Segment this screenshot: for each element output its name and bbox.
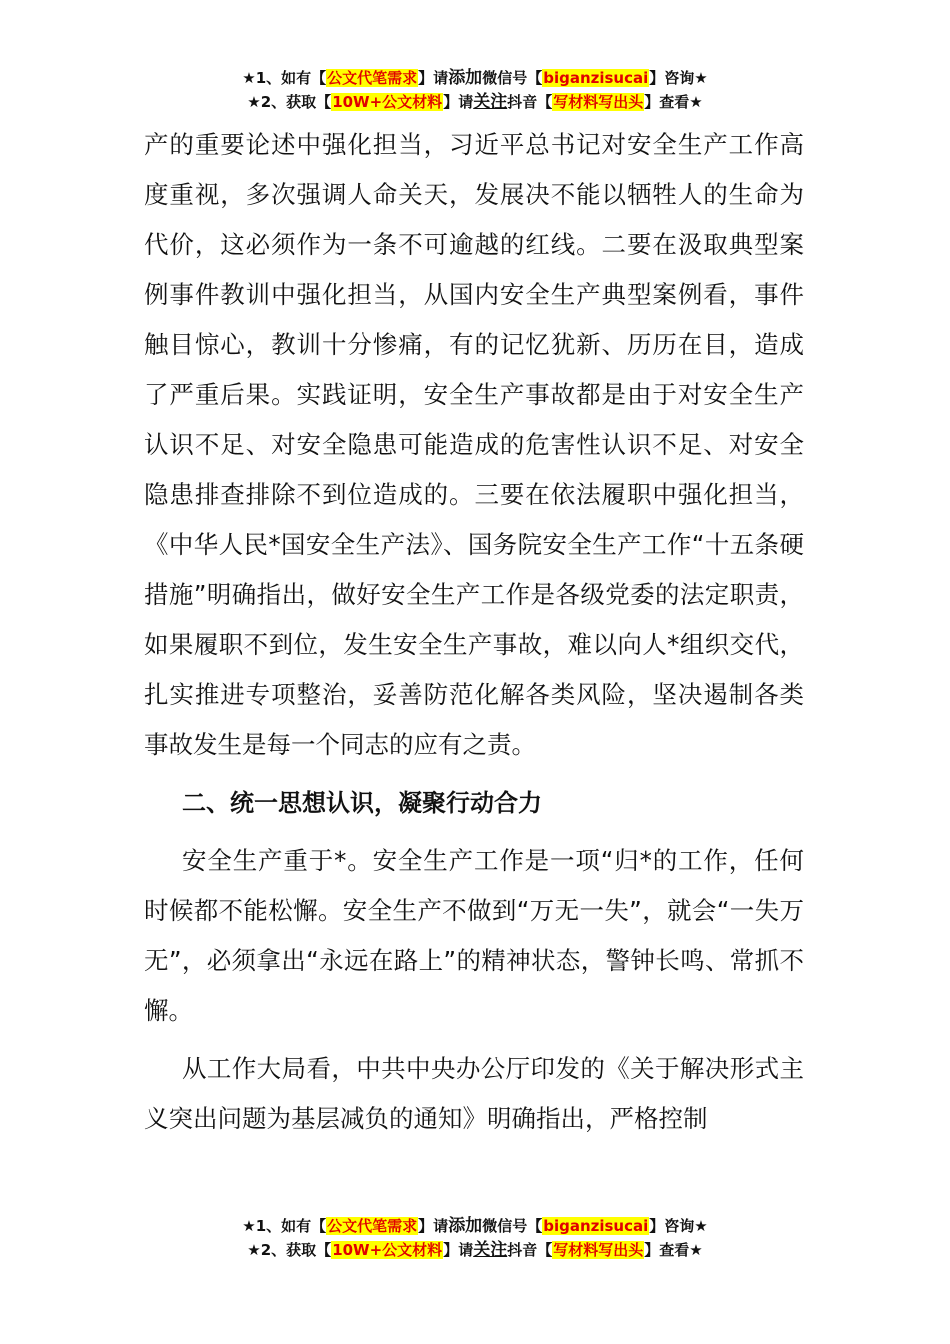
banner-text: 】请 xyxy=(418,1217,449,1235)
banner-line-2 xyxy=(0,1238,950,1262)
banner-text: 】查看★ xyxy=(644,1241,703,1259)
banner-text: 】请 xyxy=(443,1241,474,1259)
highlight-douyin-account: 写材料写出头 xyxy=(553,93,644,111)
banner-emphasis: 添加 xyxy=(448,1216,483,1236)
banner-text: 微信号【 xyxy=(482,1217,543,1235)
banner-text: 】咨询★ xyxy=(649,69,708,87)
banner-text: 】请 xyxy=(418,69,449,87)
highlight-wechat-id: biganzisucai xyxy=(543,1217,649,1235)
banner-text: ★1、如有【 xyxy=(242,69,327,87)
banner-text: ★2、获取【 xyxy=(247,1241,332,1259)
banner-text: 】查看★ xyxy=(644,93,703,111)
highlight-douyin-account: 写材料写出头 xyxy=(553,1241,644,1259)
section-heading: 二、统一思想认识，凝聚行动合力 xyxy=(182,789,542,817)
footer-banner xyxy=(0,1214,950,1262)
banner-text: 】咨询★ xyxy=(649,1217,708,1235)
highlight-writing-service: 公文代笔需求 xyxy=(327,69,418,87)
banner-emphasis: 关注 xyxy=(473,92,508,112)
highlight-materials: 10W+公文材料 xyxy=(332,1241,443,1259)
highlight-wechat-id: biganzisucai xyxy=(543,69,649,87)
paragraph: 产的重要论述中强化担当，习近平总书记对安全生产工作高度重视，多次强调人命关天，发展决不能以牺牲人的生命为代价，这必须作为一条不可逾越的红线。二要在汲取典型案例事件教训中强化担当，从国内安全生产典型案例看，事件触目惊心，教训十分惨痛，有的记忆犹新、历历在目，造成了严重后果。实践证明，安全生产事故都是由于对安全生产认识不足、对安全隐患可能造成的危害性认识不足、对安全隐患排查排除不到位造成的。三要在依法履职中强化担当，《中华人民*国安全生产法》、国务院安全生产工作“十五条硬措施”明确指出，做好安全生产工作是各级党委的法定职责，如果履职不到位，发生安全生产事故，难以向人*组织交代，扎实推进专项整治，妥善防范化解各类风险，坚决遏制各类事故发生是每一个同志的应有之责。 xyxy=(144,130,804,759)
banner-line-1 xyxy=(0,66,950,90)
document-body xyxy=(144,120,804,1144)
banner-emphasis: 关注 xyxy=(473,1240,508,1260)
banner-text: 微信号【 xyxy=(482,69,543,87)
paragraph: 安全生产重于*。安全生产工作是一项“归*的工作，任何时候都不能松懈。安全生产不做到“万无一失”，就会“一失万无”，必须拿出“永远在路上”的精神状态，警钟长鸣、常抓不懈。 xyxy=(144,846,804,1025)
banner-text: 抖音【 xyxy=(507,1241,553,1259)
banner-emphasis: 添加 xyxy=(448,68,483,88)
header-banner xyxy=(0,66,950,114)
banner-text: ★1、如有【 xyxy=(242,1217,327,1235)
banner-text: 抖音【 xyxy=(507,93,553,111)
banner-text: 】请 xyxy=(443,93,474,111)
banner-line-2 xyxy=(0,90,950,114)
paragraph: 从工作大局看，中共中央办公厅印发的《关于解决形式主义突出问题为基层减负的通知》明确指出，严格控制 xyxy=(144,1054,804,1133)
banner-text: ★2、获取【 xyxy=(247,93,332,111)
banner-line-1 xyxy=(0,1214,950,1238)
highlight-writing-service: 公文代笔需求 xyxy=(327,1217,418,1235)
highlight-materials: 10W+公文材料 xyxy=(332,93,443,111)
